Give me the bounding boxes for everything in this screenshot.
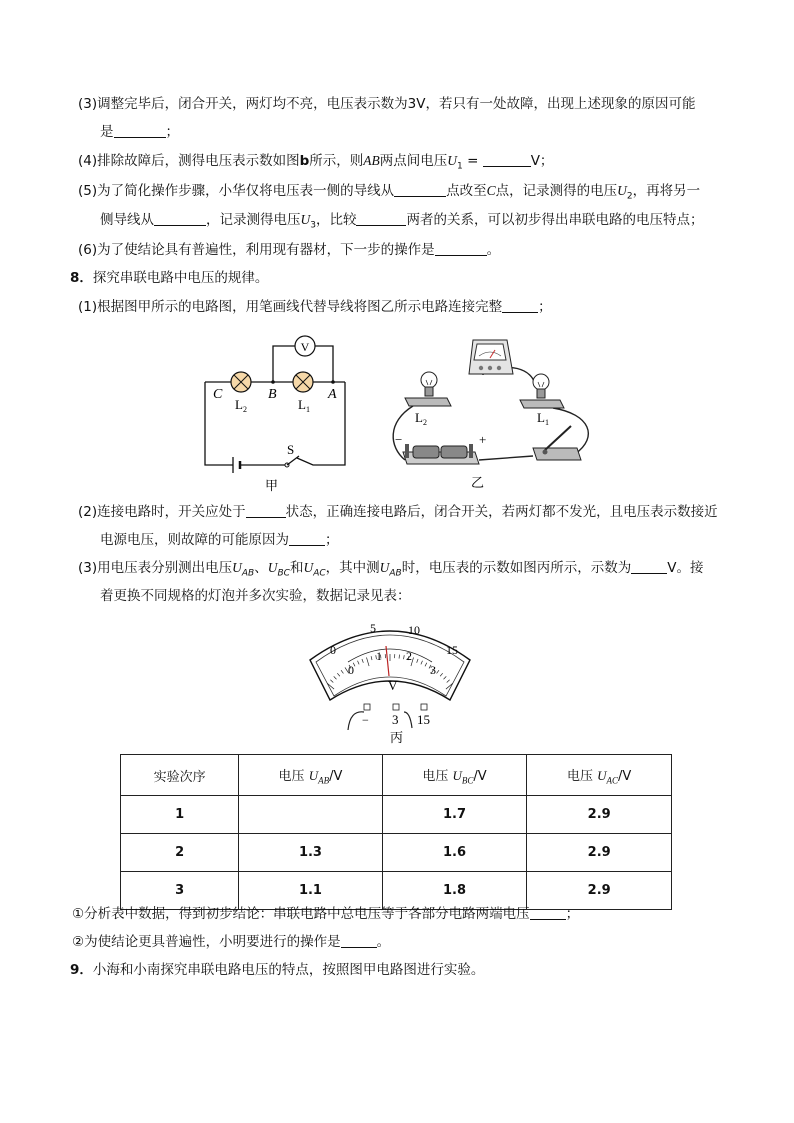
switch-label: S xyxy=(287,442,295,457)
table-header-cell: 电压 $U_{AC}/V$ xyxy=(527,755,672,796)
conclusion-2: ②为使结论更具普遍性，小明要进行的操作是 。 xyxy=(72,934,391,950)
figure-caption-yi: 乙 xyxy=(471,475,485,490)
answer-blank[interactable] xyxy=(530,905,566,920)
answer-blank[interactable] xyxy=(246,503,286,518)
question-3-line1: (3)调整完毕后，闭合开关，两灯均不亮，电压表示数为3V，若只有一处故障，出现上述现象的原因可能 xyxy=(78,96,696,112)
switch-blade xyxy=(287,456,299,465)
table-header-cell: 电压 $U_{AB}/V$ xyxy=(239,755,383,796)
svg-text:5: 5 xyxy=(370,621,376,635)
svg-text:0: 0 xyxy=(330,643,336,657)
terminal-15: 15 xyxy=(417,712,430,727)
answer-blank[interactable] xyxy=(154,211,206,226)
answer-blank[interactable] xyxy=(502,298,538,313)
table-cell: 1.6 xyxy=(382,834,527,872)
table-row xyxy=(121,834,672,872)
lead-wire-3v xyxy=(404,712,412,728)
lamp-l2-device-icon xyxy=(405,372,451,406)
answer-blank[interactable] xyxy=(114,123,166,138)
table-cell: 2.9 xyxy=(527,834,672,872)
physical-circuit-yi xyxy=(385,322,610,494)
table-cell: 1.7 xyxy=(382,796,527,834)
lamp-l1-icon xyxy=(293,372,313,392)
conclusion-1: ①分析表中数据，得到初步结论：串联电路中总电压等于各部分电路两端电压 ； xyxy=(72,906,580,922)
question-3-line2: 是 ； xyxy=(100,124,179,140)
table-cell: 2 xyxy=(121,834,239,872)
circuit-diagram-jia xyxy=(195,330,365,495)
point-c-label: C xyxy=(213,387,223,402)
table-cell: 1.1 xyxy=(239,872,383,910)
table-cell: 1.3 xyxy=(239,834,383,872)
problem-8-q1: (1)根据图甲所示的电路图，用笔画线代替导线将图乙所示电路连接完整 ； xyxy=(78,299,552,315)
figure-caption-jia: 甲 xyxy=(265,478,279,493)
table-row xyxy=(121,796,672,834)
table-header-row xyxy=(121,755,672,796)
answer-blank[interactable] xyxy=(435,241,487,256)
battery-plus-label: + xyxy=(479,432,487,447)
answer-blank[interactable] xyxy=(341,933,377,948)
figure-caption-bing: 丙 xyxy=(390,730,404,745)
label-l2-device: $L_2$ xyxy=(415,410,427,427)
svg-text:3: 3 xyxy=(430,663,436,677)
problem-8-title: 8．探究串联电路中电压的规律。 xyxy=(70,270,269,286)
svg-text:10: 10 xyxy=(408,623,420,637)
problem-8-q2-line1: (2)连接电路时，开关应处于 状态，正确连接电路后，闭合开关，若两灯都不发光，且电压表示数接近 xyxy=(78,504,718,520)
terminal-3: 3 xyxy=(392,712,399,727)
svg-text:15: 15 xyxy=(446,643,458,657)
label-l1: $L_1$ xyxy=(298,397,310,414)
terminal-negative: − xyxy=(362,713,369,727)
label-l1-device: $L_1$ xyxy=(537,410,549,427)
answer-blank[interactable] xyxy=(394,182,446,197)
battery-holder-icon xyxy=(403,444,479,464)
problem-8-q2-line2: 电源电压，则故障的可能原因为 ； xyxy=(100,532,339,548)
question-5-line1: (5)为了简化操作步骤，小华仅将电压表一侧的导线从 点改至C点，记录测得的电压$U_2$，再将另一 xyxy=(78,183,701,202)
point-b-label: B xyxy=(268,387,277,402)
voltmeter-device-icon xyxy=(469,340,513,374)
voltmeter-dial-bing xyxy=(300,612,480,748)
answer-blank[interactable] xyxy=(356,211,406,226)
lamp-l2-icon xyxy=(231,372,251,392)
battery-minus-label: − xyxy=(395,432,403,447)
table-cell: 1.8 xyxy=(382,872,527,910)
label-l2: $L_2$ xyxy=(235,397,247,414)
question-4: (4)排除故障后，测得电压表示数如图b所示，则AB两点间电压$U_1 = V$； xyxy=(78,153,554,172)
meter-unit-label: V xyxy=(388,678,398,693)
answer-blank[interactable] xyxy=(631,559,667,574)
problem-8-q3-line1: (3)用电压表分别测出电压$U_{AB}$、$U_{BC}$和$U_{AC}$，其中测$U_{AB}$时，电压表的示数如图丙所示，示数为 V。接 xyxy=(78,560,704,579)
question-5-line2: 侧导线从 ，记录测得电压$U_3$，比较 两者的关系，可以初步得出串联电路的电压特点； xyxy=(100,212,704,231)
switch-device-icon xyxy=(533,426,581,460)
question-6: (6)为了使结论具有普遍性，利用现有器材，下一步的操作是 。 xyxy=(78,242,501,258)
problem-9: 9．小海和小南探究串联电路电压的特点，按照图甲电路图进行实验。 xyxy=(70,962,485,978)
svg-text:1: 1 xyxy=(376,649,382,663)
table-header-cell: 实验次序 xyxy=(121,755,239,796)
point-a-label: A xyxy=(328,387,337,402)
lamp-l1-device-icon xyxy=(520,374,564,408)
data-table xyxy=(120,754,672,910)
table-cell: 1 xyxy=(121,796,239,834)
table-cell: 3 xyxy=(121,872,239,910)
svg-text:2: 2 xyxy=(406,649,412,663)
voltmeter-label: V xyxy=(300,340,310,354)
problem-8-q3-line2: 着更换不同规格的灯泡并多次实验，数据记录见表： xyxy=(100,588,411,604)
table-cell-blank[interactable] xyxy=(239,796,383,834)
table-cell: 2.9 xyxy=(527,872,672,910)
answer-blank[interactable] xyxy=(483,152,531,167)
table-header-cell: 电压 $U_{BC}/V$ xyxy=(382,755,527,796)
table-cell: 2.9 xyxy=(527,796,672,834)
answer-blank[interactable] xyxy=(289,531,325,546)
svg-text:0: 0 xyxy=(348,663,354,677)
